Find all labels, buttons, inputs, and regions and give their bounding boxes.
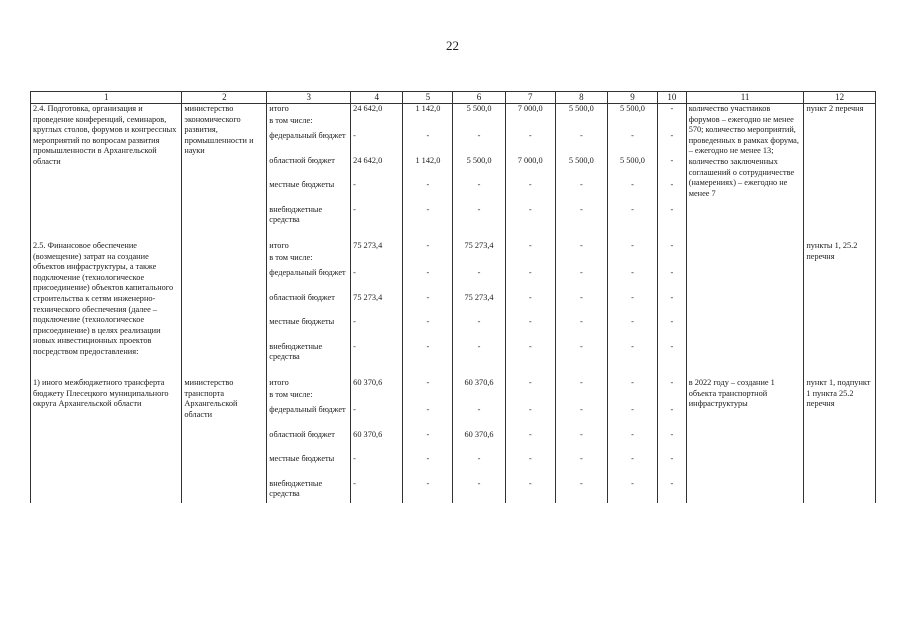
spacer-cell <box>505 229 555 241</box>
spacer-cell <box>658 229 687 241</box>
spacer-cell <box>555 229 607 241</box>
column-header: 5 <box>403 92 453 104</box>
amount-value <box>405 116 450 131</box>
amount-value <box>508 116 553 131</box>
funding-amount-c9 <box>607 378 657 503</box>
column-header: 11 <box>686 92 804 104</box>
amount-value <box>455 116 502 131</box>
funding-amount-c5 <box>403 104 453 230</box>
amount-value: - <box>528 405 532 414</box>
spacer-cell <box>453 229 505 241</box>
column-header: 9 <box>607 92 657 104</box>
amount-value: - <box>477 204 481 214</box>
amount-value: 1 142,0 <box>415 104 441 113</box>
spacer-cell <box>453 366 505 378</box>
amount-value: - <box>426 378 430 387</box>
funding-amount-c7 <box>505 104 555 230</box>
amount-value: - <box>426 317 430 326</box>
amount-value: - <box>579 241 583 250</box>
amount-value: - <box>528 268 532 277</box>
responsible-executor: министерство транспорта Архангельской области <box>182 378 267 503</box>
amount-value: - <box>353 204 356 214</box>
amount-value: - <box>631 378 634 387</box>
amount-value: - <box>670 478 674 488</box>
amount-value: - <box>477 180 481 189</box>
amount-value <box>405 253 450 268</box>
amount-value <box>353 390 400 405</box>
funding-amount-c4 <box>351 241 403 366</box>
amount-value: 7 000,0 <box>517 155 543 165</box>
amount-value: - <box>528 378 532 387</box>
amount-value: 75 273,4 <box>464 292 494 302</box>
amount-value <box>558 390 605 405</box>
amount-value: - <box>670 429 674 439</box>
funding-amount-c8 <box>555 104 607 230</box>
program-activities-table <box>30 91 876 503</box>
amount-value: - <box>579 478 583 488</box>
funding-amount-c7 <box>505 378 555 503</box>
funding-amount-c6 <box>453 378 505 503</box>
spacer-cell <box>505 366 555 378</box>
column-number-row <box>31 92 876 104</box>
amount-value <box>610 116 655 131</box>
amount-value: 5 500,0 <box>620 155 645 165</box>
spacer-cell <box>403 229 453 241</box>
amount-value <box>660 116 684 131</box>
amount-value: - <box>670 180 674 189</box>
funding-source-label: областной бюджет <box>269 292 335 302</box>
amount-value: - <box>579 292 583 302</box>
amount-value: 7 000,0 <box>517 104 543 113</box>
amount-value: 75 273,4 <box>353 241 383 250</box>
spacer-cell <box>351 229 403 241</box>
amount-value: 5 500,0 <box>568 155 594 165</box>
funding-amount-c8 <box>555 378 607 503</box>
amount-value: - <box>631 454 634 463</box>
amount-value: - <box>579 131 583 140</box>
amount-value <box>455 253 502 268</box>
funding-source-label: местные бюджеты <box>269 180 335 189</box>
table-row <box>31 378 876 503</box>
funding-amount-c9 <box>607 104 657 230</box>
amount-value: 5 500,0 <box>466 155 492 165</box>
amount-value: - <box>353 341 356 351</box>
amount-value: - <box>426 478 430 488</box>
amount-value <box>610 253 655 268</box>
responsible-executor: министерство экономического развития, промышленности и науки <box>182 104 267 230</box>
amount-value <box>610 390 655 405</box>
amount-value: - <box>477 268 481 277</box>
amount-value: - <box>631 180 634 189</box>
spacer-cell <box>607 366 657 378</box>
funding-source-label: внебюджетные средства <box>269 204 323 225</box>
amount-value: - <box>670 378 674 387</box>
spacer-cell <box>658 366 687 378</box>
column-header: 12 <box>804 92 876 104</box>
amount-value: - <box>528 454 532 463</box>
amount-value: - <box>426 241 430 250</box>
amount-value: - <box>426 131 430 140</box>
amount-value: - <box>477 454 481 463</box>
amount-value: - <box>477 478 481 488</box>
amount-value: - <box>353 317 356 326</box>
column-header: 6 <box>453 92 505 104</box>
funding-amount-c10 <box>658 104 687 230</box>
amount-value: - <box>579 180 583 189</box>
amount-value: - <box>353 180 356 189</box>
list-reference: пункты 1, 25.2 перечня <box>804 241 876 366</box>
amount-value <box>660 253 684 268</box>
funding-source-label: федеральный бюджет <box>269 268 346 277</box>
spacer-cell <box>607 229 657 241</box>
amount-value: - <box>579 429 583 439</box>
funding-amount-c5 <box>403 241 453 366</box>
amount-value: - <box>477 317 481 326</box>
amount-value: - <box>477 131 481 140</box>
amount-value: - <box>528 478 532 488</box>
activity-name: 2.5. Финансовое обеспечение (возмещение) затрат на создание объектов инфраструктуры, а также подключение (технологическое присоединение) объектов капитального строительства к сетям инженерно-технического обеспечения (далее – подключение (технологическое присоединение) в целях реализации новых инвестиционных проектов посредством предоставления: <box>31 241 182 366</box>
amount-value: - <box>528 131 532 140</box>
amount-value: - <box>528 241 532 250</box>
row-spacer <box>31 229 876 241</box>
table-row <box>31 104 876 230</box>
funding-source-label: внебюджетные средства <box>269 341 323 362</box>
funding-amount-c6 <box>453 241 505 366</box>
amount-value <box>455 390 502 405</box>
funding-source-label: местные бюджеты <box>269 454 335 463</box>
funding-amount-c5 <box>403 378 453 503</box>
funding-amount-c4 <box>351 104 403 230</box>
column-header: 10 <box>658 92 687 104</box>
funding-source-label: итого <box>269 104 289 113</box>
spacer-cell <box>31 229 182 241</box>
funding-source-label: в том числе: <box>269 116 313 125</box>
funding-source-label: внебюджетные средства <box>269 478 323 499</box>
amount-value: - <box>353 405 356 414</box>
spacer-cell <box>182 229 267 241</box>
funding-source-label: итого <box>269 241 289 250</box>
funding-amount-c9 <box>607 241 657 366</box>
amount-value: - <box>631 204 634 214</box>
spacer-cell <box>351 366 403 378</box>
amount-value: - <box>579 341 583 351</box>
amount-value: - <box>631 131 634 140</box>
amount-value: - <box>579 268 583 277</box>
amount-value: 5 500,0 <box>466 104 492 113</box>
spacer-cell <box>686 366 804 378</box>
amount-value: 75 273,4 <box>353 292 383 302</box>
amount-value: - <box>579 317 583 326</box>
amount-value <box>405 390 450 405</box>
amount-value: - <box>426 429 430 439</box>
spacer-cell <box>804 366 876 378</box>
amount-value: - <box>477 341 481 351</box>
amount-value: - <box>670 405 674 414</box>
funding-amount-c10 <box>658 241 687 366</box>
amount-value: 60 370,6 <box>464 429 494 439</box>
amount-value: - <box>426 341 430 351</box>
amount-value: - <box>528 341 532 351</box>
amount-value <box>353 253 400 268</box>
funding-amount-c7 <box>505 241 555 366</box>
amount-value: - <box>670 268 674 277</box>
funding-sources <box>267 378 351 503</box>
funding-source-label: федеральный бюджет <box>269 405 346 414</box>
column-header: 7 <box>505 92 555 104</box>
amount-value: - <box>631 317 634 326</box>
funding-amount-c8 <box>555 241 607 366</box>
amount-value: - <box>528 180 532 189</box>
spacer-cell <box>267 366 351 378</box>
funding-source-label: местные бюджеты <box>269 317 335 326</box>
amount-value <box>353 116 400 131</box>
column-header: 4 <box>351 92 403 104</box>
amount-value: - <box>426 180 430 189</box>
amount-value: - <box>353 131 356 140</box>
list-reference: пункт 2 перечня <box>804 104 876 230</box>
amount-value: 60 370,6 <box>464 378 494 387</box>
amount-value: - <box>670 204 674 214</box>
amount-value: - <box>426 454 430 463</box>
amount-value: - <box>579 378 583 387</box>
amount-value: - <box>426 204 430 214</box>
amount-value <box>558 116 605 131</box>
target-indicator <box>686 241 804 366</box>
activity-name: 1) иного межбюджетного трансферта бюджету Плесецкого муниципального округа Архангельской области <box>31 378 182 503</box>
amount-value: 5 500,0 <box>620 104 645 113</box>
amount-value: - <box>426 268 430 277</box>
amount-value: - <box>353 268 356 277</box>
amount-value: - <box>670 241 674 250</box>
funding-sources <box>267 104 351 230</box>
amount-value: 60 370,6 <box>353 378 383 387</box>
amount-value: - <box>631 478 634 488</box>
spacer-cell <box>267 229 351 241</box>
target-indicator: в 2022 году – создание 1 объекта транспортной инфраструктуры <box>686 378 804 503</box>
amount-value: - <box>631 268 634 277</box>
amount-value: - <box>477 405 481 414</box>
amount-value: - <box>528 292 532 302</box>
amount-value: - <box>528 317 532 326</box>
activity-name: 2.4. Подготовка, организация и проведение конференций, семинаров, круглых столов, форумов и конгрессных мероприятий по вопросам развития промышленности в Архангельской области <box>31 104 182 230</box>
funding-source-label: областной бюджет <box>269 429 335 439</box>
amount-value: 1 142,0 <box>415 155 441 165</box>
amount-value: - <box>579 405 583 414</box>
funding-source-label: федеральный бюджет <box>269 131 346 140</box>
funding-amount-c4 <box>351 378 403 503</box>
amount-value <box>508 253 553 268</box>
amount-value: - <box>579 204 583 214</box>
spacer-cell <box>686 229 804 241</box>
amount-value: 75 273,4 <box>464 241 494 250</box>
amount-value: - <box>670 155 674 165</box>
spacer-cell <box>31 366 182 378</box>
funding-source-label: областной бюджет <box>269 155 335 165</box>
amount-value: - <box>670 341 674 351</box>
list-reference: пункт 1, подпункт 1 пункта 25.2 перечня <box>804 378 876 503</box>
funding-sources <box>267 241 351 366</box>
amount-value: - <box>528 204 532 214</box>
amount-value <box>558 253 605 268</box>
funding-amount-c10 <box>658 378 687 503</box>
amount-value: - <box>670 131 674 140</box>
amount-value: - <box>670 454 674 463</box>
amount-value: - <box>353 478 356 488</box>
responsible-executor <box>182 241 267 366</box>
amount-value: - <box>353 454 356 463</box>
target-indicator: количество участников форумов – ежегодно не менее 570; количество мероприятий, проведенных в рамках форума, – ежегодно не менее 13; количество заключенных соглашений о сотрудничестве (намерениях) – ежегодно не менее 7 <box>686 104 804 230</box>
column-header: 1 <box>31 92 182 104</box>
amount-value: 60 370,6 <box>353 429 383 439</box>
spacer-cell <box>555 366 607 378</box>
spacer-cell <box>403 366 453 378</box>
amount-value: 24 642,0 <box>353 155 383 165</box>
funding-amount-c6 <box>453 104 505 230</box>
amount-value: - <box>631 241 634 250</box>
amount-value: - <box>631 292 634 302</box>
amount-value: - <box>528 429 532 439</box>
funding-source-label: в том числе: <box>269 390 313 399</box>
row-spacer <box>31 366 876 378</box>
amount-value: - <box>670 292 674 302</box>
amount-value: - <box>670 317 674 326</box>
amount-value: - <box>631 405 634 414</box>
amount-value: - <box>579 454 583 463</box>
column-header: 3 <box>267 92 351 104</box>
column-header: 2 <box>182 92 267 104</box>
column-header: 8 <box>555 92 607 104</box>
amount-value: - <box>670 104 674 113</box>
spacer-cell <box>804 229 876 241</box>
funding-source-label: в том числе: <box>269 253 313 262</box>
amount-value: - <box>426 292 430 302</box>
amount-value <box>660 390 684 405</box>
amount-value: 24 642,0 <box>353 104 383 113</box>
amount-value: - <box>426 405 430 414</box>
spacer-cell <box>182 366 267 378</box>
amount-value: 5 500,0 <box>568 104 594 113</box>
amount-value: - <box>631 341 634 351</box>
amount-value: - <box>631 429 634 439</box>
table-row <box>31 241 876 366</box>
page-number: 22 <box>446 38 459 53</box>
funding-source-label: итого <box>269 378 289 387</box>
amount-value <box>508 390 553 405</box>
